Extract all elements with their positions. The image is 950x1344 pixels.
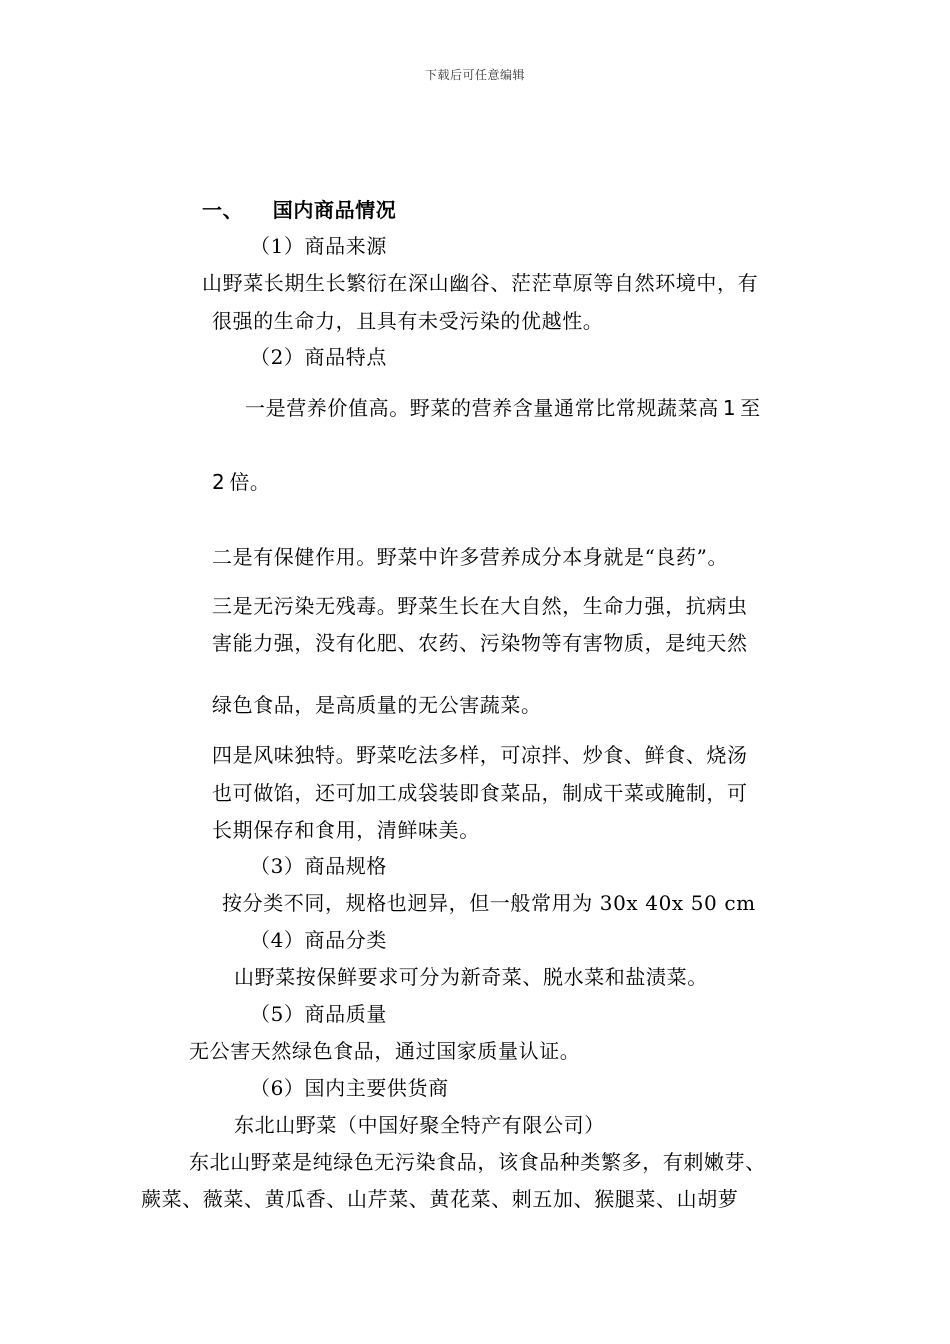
subheading-suppliers: （6）国内主要供货商 — [250, 1076, 449, 1100]
subheading-specs: （3）商品规格 — [250, 854, 387, 878]
subheading-features: （2）商品特点 — [250, 345, 387, 369]
feature-nutrition-unit: 至 — [740, 396, 761, 420]
feature-flavor-line-1: 四是风味独特。野菜吃法多样，可凉拌、炒食、鲜食、烧汤 — [212, 743, 748, 767]
feature-flavor-line-2: 也可做馅，还可加工成袋装即食菜品，制成干菜或腌制，可 — [212, 781, 748, 805]
feature-nutrition-number-2: 2 — [212, 470, 226, 494]
section-heading — [202, 198, 396, 222]
feature-health: 二是有保健作用。野菜中许多营养成分本身就是“良药”。 — [212, 545, 729, 569]
feature-nutrition-text: 一是营养价值高。野菜的营养含量通常比常规蔬菜高 — [245, 396, 719, 420]
subheading-categories: （4）商品分类 — [250, 928, 387, 952]
supplier-name: 东北山野菜（中国好聚全特产有限公司） — [234, 1113, 605, 1137]
categories-paragraph: 山野菜按保鲜要求可分为新奇菜、脱水菜和盐渍菜。 — [234, 965, 708, 989]
supplier-paragraph-line-2: 蕨菜、薇菜、黄瓜香、山芹菜、黄花菜、刺五加、猴腿菜、山胡萝 — [141, 1187, 739, 1211]
source-paragraph-line-1: 山野菜长期生长繁衍在深山幽谷、茫茫草原等自然环境中，有 — [202, 271, 759, 295]
feature-pollution-line-3: 绿色食品，是高质量的无公害蔬菜。 — [212, 693, 542, 717]
subheading-quality: （5）商品质量 — [250, 1002, 387, 1026]
page-header-note: 下载后可任意编辑 — [425, 68, 526, 82]
section-number: 一、 — [202, 198, 244, 222]
section-title: 国内商品情况 — [272, 198, 397, 222]
supplier-paragraph-line-1: 东北山野菜是纯绿色无污染食品，该食品种类繁多，有刺嫩芽、 — [189, 1150, 766, 1174]
subheading-source: （1）商品来源 — [250, 234, 387, 258]
feature-nutrition-number: 1 — [722, 396, 737, 420]
feature-pollution-line-2: 害能力强，没有化肥、农药、污染物等有害物质，是纯天然 — [212, 631, 748, 655]
specs-paragraph: 按分类不同，规格也迥异，但一般常用为 30x 40x 50 cm — [222, 891, 756, 915]
feature-nutrition-tail: 倍。 — [229, 470, 271, 494]
source-paragraph-line-2: 很强的生命力，且具有未受污染的优越性。 — [212, 309, 604, 333]
quality-paragraph: 无公害天然绿色食品，通过国家质量认证。 — [189, 1039, 581, 1063]
feature-flavor-line-3: 长期保存和食用，清鲜味美。 — [212, 818, 480, 842]
feature-nutrition-line-1 — [245, 396, 761, 420]
feature-nutrition-line-2 — [212, 470, 271, 494]
feature-pollution-line-1: 三是无污染无残毒。野菜生长在大自然，生命力强，抗病虫 — [212, 594, 748, 618]
